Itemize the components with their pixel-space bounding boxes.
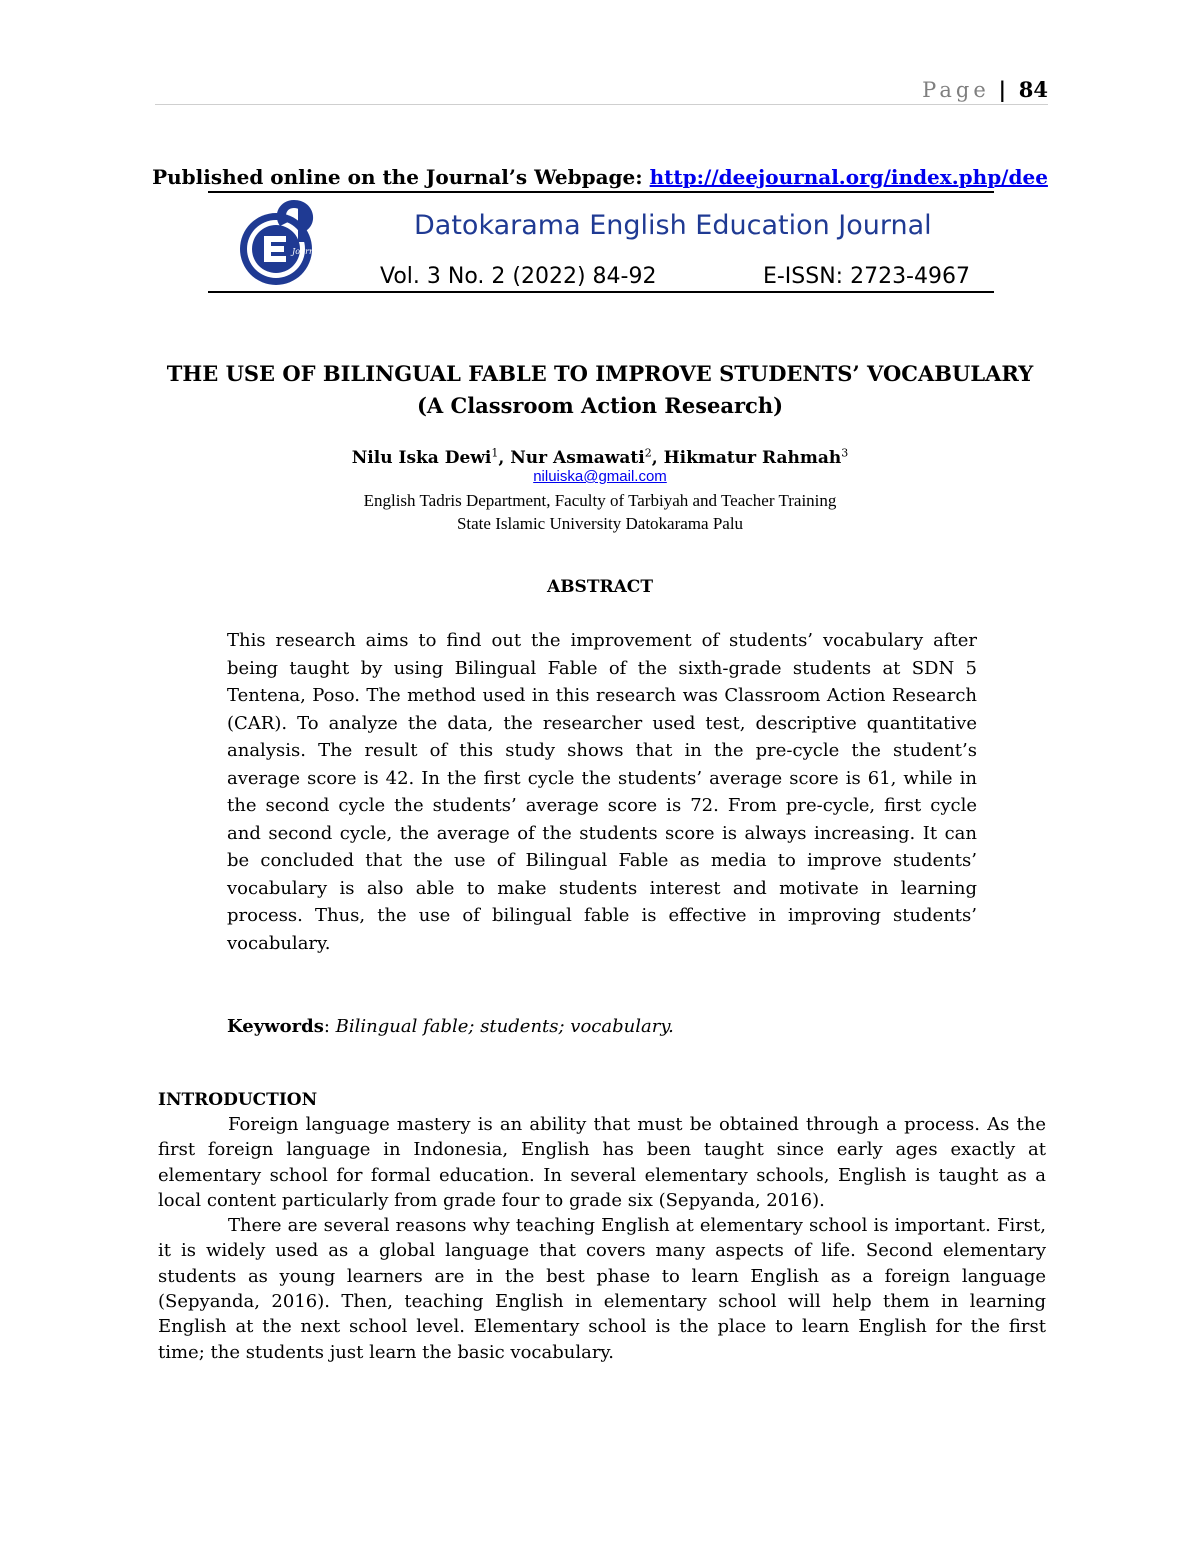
author-list [100, 441, 1100, 470]
introduction-heading: INTRODUCTION [158, 1090, 318, 1110]
masthead-top-rule [208, 191, 994, 193]
affiliation [100, 489, 1100, 535]
journal-url-link[interactable]: http://deejournal.org/index.php/dee [649, 165, 1048, 189]
title-line-1: THE USE OF BILINGUAL FABLE TO IMPROVE STUDENTS’ VOCABULARY [166, 361, 1034, 386]
author-email [100, 467, 1100, 487]
journal-name: Datokarama English Education Journal [414, 210, 932, 241]
abstract-body: This research aims to find out the improvement of students’ vocabulary after being taught by using Bilingual Fable of the sixth-grade students at SDN 5 Tentena, Poso. The method used in this research was Classroom Action Research (CAR). To analyze the data, the researcher used test, descriptive quantitative analysis. The result of this study shows that in the pre-cycle the student’s average score is 42. In the first cycle the students’ average score is 61, while in the second cycle the students’ average score is 72. From pre-cycle, first cycle and second cycle, the average of the students score is always increasing. It can be concluded that the use of Bilingual Fable as media to improve students’ vocabulary is also able to make students interest and motivate in learning process. Thus, the use of bilingual fable is effective in improving students’ vocabulary. [227, 630, 977, 954]
abstract-heading: ABSTRACT [547, 577, 653, 597]
keywords [227, 1013, 977, 1041]
paper-title [100, 358, 1100, 422]
journal-volume: Vol. 3 No. 2 (2022) 84-92 [380, 264, 657, 289]
journal-meta [380, 262, 970, 292]
page-number: 84 [1018, 77, 1048, 102]
journal-issn: E-ISSN: 2723-4967 [762, 264, 970, 289]
keywords-text: Bilingual fable; students; vocabulary. [335, 1016, 674, 1037]
affiliation-line-2: State Islamic University Datokarama Palu [456, 514, 744, 533]
page-header [155, 76, 1048, 104]
author-1: Nilu Iska Dewi$^1$, [351, 446, 511, 468]
published-line [120, 163, 1080, 191]
keywords-colon: : [323, 1016, 336, 1037]
page-label: Page [922, 78, 990, 102]
introduction-body [158, 1112, 1046, 1365]
author-3: Hikmatur Rahmah$^3$ [663, 446, 849, 468]
email-link[interactable]: niluiska@gmail.com [533, 468, 667, 485]
journal-logo-icon [234, 194, 326, 290]
author-2: Nur Asmawati$^2$, [510, 446, 664, 468]
logo-text: Journal [292, 247, 322, 256]
keywords-label: Keywords [227, 1016, 324, 1037]
affiliation-line-1: English Tadris Department, Faculty of Tarbiyah and Teacher Training [363, 491, 837, 510]
masthead-bottom-rule [208, 291, 994, 293]
header-divider [155, 104, 1048, 105]
paragraph: There are several reasons why teaching English at elementary school is important. First, it is widely used as a global language that covers many aspects of life. Second elementary students as young learners are in the best phase to learn English as a foreign language (Sepyanda, 2016). Then, teaching English in elementary school will help them in learning English at the next school level. Elementary school is the place to learn English for the first time; the students just learn the basic vocabulary. [158, 1215, 1046, 1363]
title-line-2: (A Classroom Action Research) [416, 393, 784, 418]
paragraph: Foreign language mastery is an ability that must be obtained through a process. As the first foreign language in Indonesia, English has been taught since early ages exactly at elementary school for formal education. In several elementary schools, English is taught as a local content particularly from grade four to grade six (Sepyanda, 2016). [158, 1114, 1046, 1211]
page-separator: | [998, 77, 1007, 102]
published-prefix: Published online on the Journal’s Webpage: [152, 165, 650, 189]
